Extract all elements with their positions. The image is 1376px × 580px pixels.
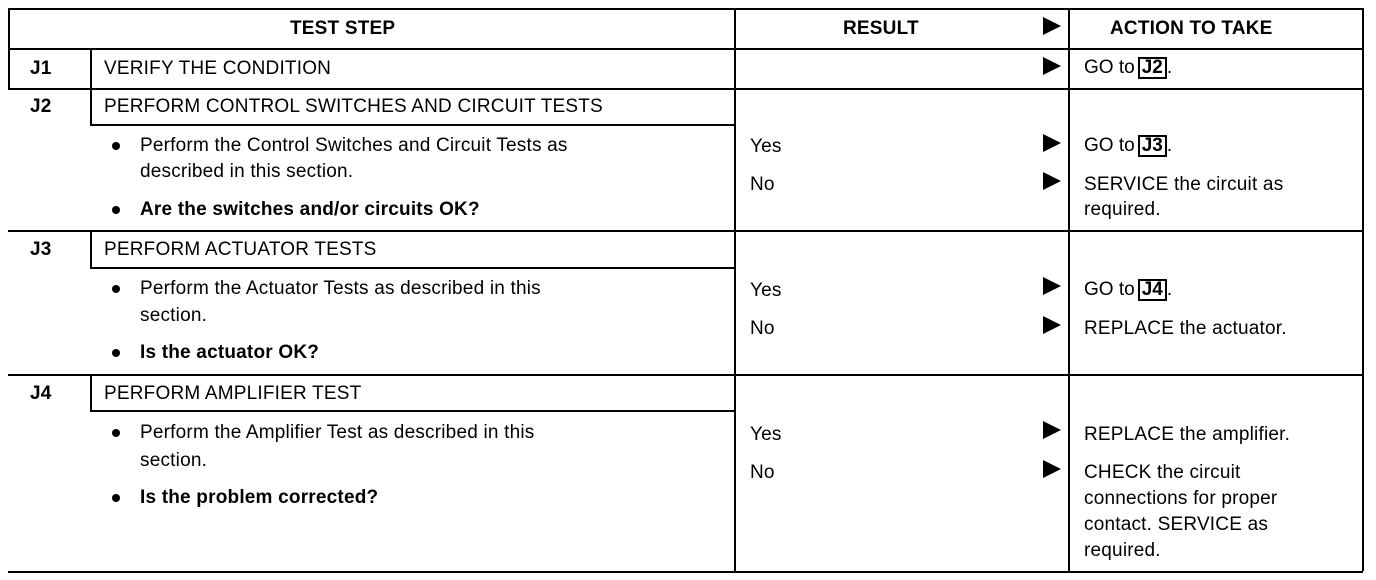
j1-action [1084,56,1172,80]
rule-j3-title-bottom [90,267,734,269]
rule-left [8,8,10,88]
j3-yes-action-ref: J4 [1138,279,1167,301]
j2-yes-action-prefix: GO to [1084,135,1135,156]
j2-no-arrow-icon [1043,172,1061,190]
j2-no-action-line2: required. [1084,199,1161,220]
j4-no-action-line1: CHECK the circuit [1084,462,1241,483]
step-title-j2: PERFORM CONTROL SWITCHES AND CIRCUIT TESTS [104,96,603,117]
j1-action-ref: J2 [1138,57,1167,79]
rule-right [1362,8,1364,571]
rule-action-col [1068,8,1070,571]
j4-yes: Yes [750,424,782,445]
j4-bullet-1 [112,429,120,437]
header-result: RESULT [843,18,919,39]
j2-bullet1-line2: described in this section. [140,161,354,182]
header-arrow-icon [1043,17,1061,35]
j3-bullet2: Is the actuator OK? [140,342,320,363]
j2-bullet2: Are the switches and/or circuits OK? [140,199,480,220]
rule-id-col-j3 [90,230,92,267]
j2-bullet1-line1: Perform the Control Switches and Circuit Tests as [140,135,568,156]
j4-yes-action-line1: REPLACE the amplifier. [1084,424,1291,445]
j3-yes-action [1084,278,1172,302]
step-title-j1: VERIFY THE CONDITION [104,58,332,79]
j2-no: No [750,174,775,195]
rule-j2-title-bottom [90,124,734,126]
rule-j1-bottom [8,88,1363,90]
j3-yes-arrow-icon [1043,277,1061,295]
step-id-j3: J3 [30,239,52,260]
j2-yes: Yes [750,136,782,157]
j3-yes: Yes [750,280,782,301]
j4-bullet-2 [112,494,120,502]
j2-yes-action-ref: J3 [1138,135,1167,157]
j2-yes-arrow-icon [1043,134,1061,152]
step-title-j4: PERFORM AMPLIFIER TEST [104,383,362,404]
j3-yes-action-prefix: GO to [1084,279,1135,300]
header-action: ACTION TO TAKE [1110,18,1273,39]
j2-bullet-2 [112,206,120,214]
j2-yes-action [1084,134,1172,158]
j3-bullet-2 [112,349,120,357]
j4-no-action-line2: connections for proper [1084,488,1278,509]
j3-bullet1-line1: Perform the Actuator Tests as described in this [140,278,541,299]
rule-j4-title-bottom [90,410,734,412]
j3-bullet1-line2: section. [140,305,208,326]
j3-no-arrow-icon [1043,316,1061,334]
j4-bullet1-line1: Perform the Amplifier Test as described in this [140,422,535,443]
j4-no-arrow-icon [1043,460,1061,478]
header-test-step: TEST STEP [290,18,396,39]
j4-no: No [750,462,775,483]
rule-j2-bottom [8,230,1363,232]
j3-no-action-line1: REPLACE the actuator. [1084,318,1287,339]
rule-header-bottom [8,48,1363,50]
j3-yes-action-suffix: . [1166,279,1173,300]
j4-bullet1-line2: section. [140,450,208,471]
rule-j3-bottom [8,374,1363,376]
j1-arrow-icon [1043,57,1061,75]
rule-step-col [734,8,736,571]
j2-yes-action-suffix: . [1166,135,1173,156]
rule-id-col-j4 [90,374,92,410]
j4-yes-arrow-icon [1043,421,1061,439]
step-id-j2: J2 [30,96,52,117]
step-id-j1: J1 [30,58,52,79]
rule-id-col [90,48,92,124]
j2-bullet-1 [112,142,120,150]
j2-no-action-line1: SERVICE the circuit as [1084,174,1284,195]
j3-bullet-1 [112,285,120,293]
j4-no-action-line3: contact. SERVICE as [1084,514,1269,535]
j3-no: No [750,318,775,339]
j4-no-action-line4: required. [1084,540,1161,561]
j4-bullet2: Is the problem corrected? [140,487,379,508]
step-id-j4: J4 [30,383,52,404]
j1-action-suffix: . [1166,57,1173,78]
rule-top [8,8,1363,10]
step-title-j3: PERFORM ACTUATOR TESTS [104,239,377,260]
j1-action-prefix: GO to [1084,57,1135,78]
rule-bottom [8,571,1363,573]
